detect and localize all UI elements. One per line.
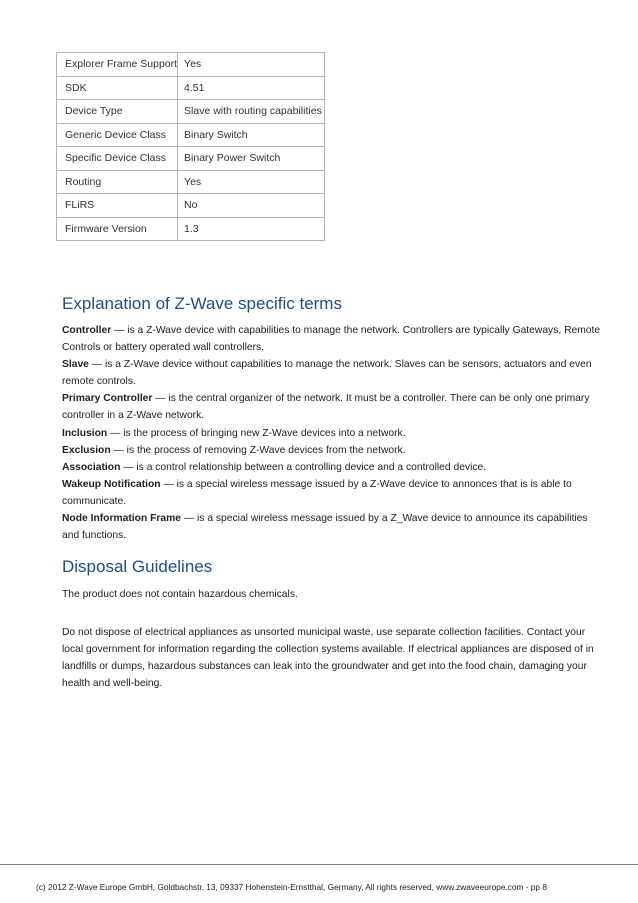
term-name: Exclusion — [62, 444, 111, 456]
disposal-text: The product does not contain hazardous chemicals. — [62, 589, 298, 600]
term-name: Wakeup Notification — [62, 478, 161, 490]
term-item — [62, 390, 602, 424]
spec-label: SDK — [57, 76, 178, 100]
term-definition: — is the central organizer of the network. It must be a controller. There can be only one primary controller in a Z-Wave network. — [62, 393, 590, 422]
term-item — [62, 510, 602, 544]
term-definition: — is a Z-Wave device without capabilities to manage the network. Slaves can be sensors, actuators and even remote controls. — [62, 359, 592, 388]
disposal-paragraph-1 — [62, 586, 602, 603]
table-row — [57, 194, 325, 218]
term-item — [62, 356, 602, 390]
spec-label: FLiRS — [57, 194, 178, 218]
term-name: Primary Controller — [62, 393, 153, 405]
disposal-heading: Disposal Guidelines — [62, 557, 213, 576]
spec-label: Generic Device Class — [57, 123, 178, 147]
spec-label: Specific Device Class — [57, 147, 178, 171]
term-item — [62, 442, 602, 459]
spec-value: No — [178, 194, 325, 218]
spec-label: Device Type — [57, 100, 178, 124]
spec-value: Binary Switch — [178, 123, 325, 147]
term-definition: — is the process of bringing new Z-Wave devices into a network. — [107, 427, 406, 439]
term-name: Slave — [62, 359, 89, 371]
term-name: Inclusion — [62, 427, 108, 439]
terms-list — [62, 322, 602, 544]
terms-heading: Explanation of Z-Wave specific terms — [62, 294, 342, 313]
term-item — [62, 476, 602, 510]
disposal-text: Do not dispose of electrical appliances as unsorted municipal waste, use separate collection facilities. Contact your local government for information regarding the collection systems available. If electrical appliances are disposed of in landfills or dumps, hazardous substances can leak into the groundwater and get into the food chain, damaging your health and well-being. — [62, 627, 594, 690]
spec-value: Binary Power Switch — [178, 147, 325, 171]
spec-value: Yes — [178, 170, 325, 194]
term-name: Node Information Frame — [62, 513, 181, 525]
spec-value: 1.3 — [178, 217, 325, 241]
disposal-paragraph-2 — [62, 624, 602, 692]
spec-value: Slave with routing capabilities — [178, 100, 325, 124]
spec-label: Routing — [57, 170, 178, 194]
table-row — [57, 100, 325, 124]
footer-divider — [0, 864, 638, 865]
term-name: Association — [62, 461, 121, 473]
table-row — [57, 217, 325, 241]
spec-table — [56, 52, 325, 241]
term-item — [62, 322, 602, 356]
term-definition: — is the process of removing Z-Wave devices from the network. — [110, 444, 406, 456]
table-row — [57, 76, 325, 100]
term-item — [62, 459, 602, 476]
term-name: Controller — [62, 325, 112, 336]
spec-value: Yes — [178, 53, 325, 77]
term-definition: — is a special wireless message issued by a Z_Wave device to announce its capabilities and functions. — [62, 513, 588, 542]
table-row — [57, 170, 325, 194]
table-row — [57, 123, 325, 147]
spec-label: Firmware Version — [57, 217, 178, 241]
page-footer: (c) 2012 Z-Wave Europe GmbH, Goldbachstr. 13, 09337 Hohenstein-Ernstthal, Germany, All rights reserved, www.zwaveeurope.com - pp 8 — [36, 882, 547, 892]
spec-value: 4.51 — [178, 76, 325, 100]
term-definition: — is a control relationship between a controlling device and a controlled device. — [120, 461, 487, 473]
spec-label: Explorer Frame Support — [57, 53, 178, 77]
table-row — [57, 53, 325, 77]
table-row — [57, 147, 325, 171]
term-definition: — is a special wireless message issued by a Z-Wave device to annonces that is is able to communicate. — [62, 478, 572, 507]
term-item — [62, 425, 602, 442]
term-definition: — is a Z-Wave device with capabilities to manage the network. Controllers are typically Gateways, Remote Controls or battery operated wall controllers. — [62, 325, 601, 354]
